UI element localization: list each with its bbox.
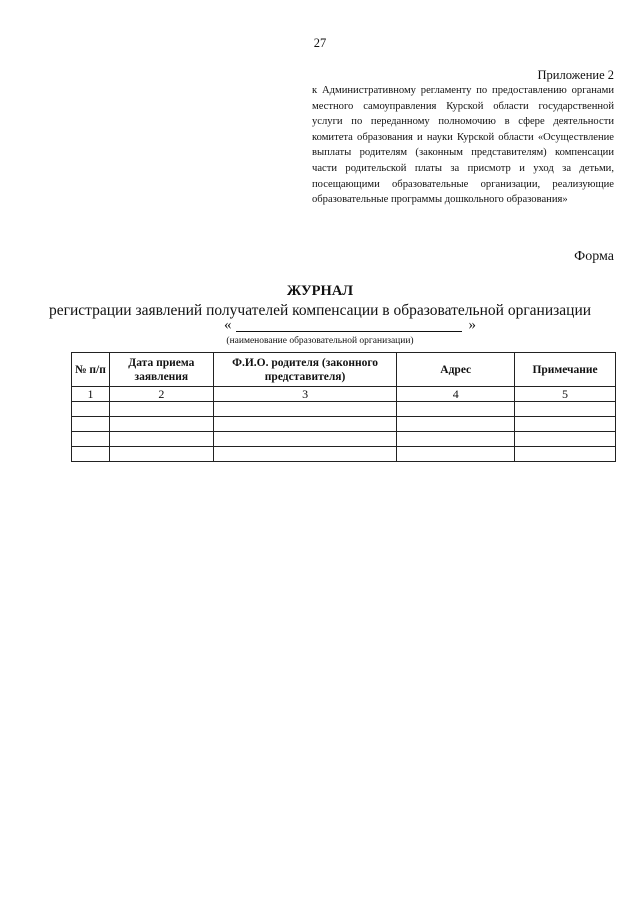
table-cell xyxy=(72,417,110,432)
organization-name-blank xyxy=(236,331,462,332)
organization-name-line xyxy=(224,317,476,335)
table-cell xyxy=(72,402,110,417)
header-address: Адрес xyxy=(397,353,515,387)
header-application-date: Дата приема заявления xyxy=(109,353,213,387)
table-cell xyxy=(515,432,616,447)
table-cell xyxy=(213,417,397,432)
column-number: 2 xyxy=(109,387,213,402)
registration-table xyxy=(71,352,616,462)
column-number: 4 xyxy=(397,387,515,402)
table-cell xyxy=(397,417,515,432)
table-row xyxy=(72,432,616,447)
table-cell xyxy=(515,447,616,462)
table-cell xyxy=(397,402,515,417)
appendix-text: к Административному регламенту по предоставлению органами местного самоуправления Курской области государственной услуги по переданному полномочию в сфере деятельности комитета образования и науки Курской области «Осуществление выплаты родителям (законным представителям) компенсации части родительской платы за присмотр и уход за детьми, посещающими образовательные организации, реализующие образовательные программы дошкольного образования» xyxy=(312,85,614,206)
journal-subtitle: регистрации заявлений получателей компенсации в образовательной организации xyxy=(48,302,592,319)
table-row xyxy=(72,402,616,417)
column-number: 1 xyxy=(72,387,110,402)
table-cell xyxy=(72,447,110,462)
table-cell xyxy=(72,432,110,447)
quote-open: « xyxy=(224,317,232,333)
column-number: 3 xyxy=(213,387,397,402)
appendix-title: Приложение 2 xyxy=(537,68,614,82)
header-parent-name: Ф.И.О. родителя (законного представителя) xyxy=(213,353,397,387)
table-cell xyxy=(515,402,616,417)
table-cell xyxy=(109,432,213,447)
table-cell xyxy=(213,432,397,447)
header-note: Примечание xyxy=(515,353,616,387)
table-cell xyxy=(397,447,515,462)
organization-caption: (наименование образовательной организации) xyxy=(226,336,414,346)
table-cell xyxy=(213,402,397,417)
table-cell xyxy=(109,402,213,417)
table-cell xyxy=(515,417,616,432)
table-row xyxy=(72,447,616,462)
table-cell xyxy=(213,447,397,462)
form-label: Форма xyxy=(574,249,614,264)
column-number: 5 xyxy=(515,387,616,402)
header-number: № п/п xyxy=(72,353,110,387)
column-number-row xyxy=(72,387,616,402)
table-cell xyxy=(397,432,515,447)
journal-title: ЖУРНАЛ xyxy=(286,283,354,299)
table-cell xyxy=(109,447,213,462)
page-number: 27 xyxy=(313,36,327,50)
table-row xyxy=(72,417,616,432)
table-header-row xyxy=(72,353,616,387)
table-cell xyxy=(109,417,213,432)
quote-close: » xyxy=(468,317,476,333)
